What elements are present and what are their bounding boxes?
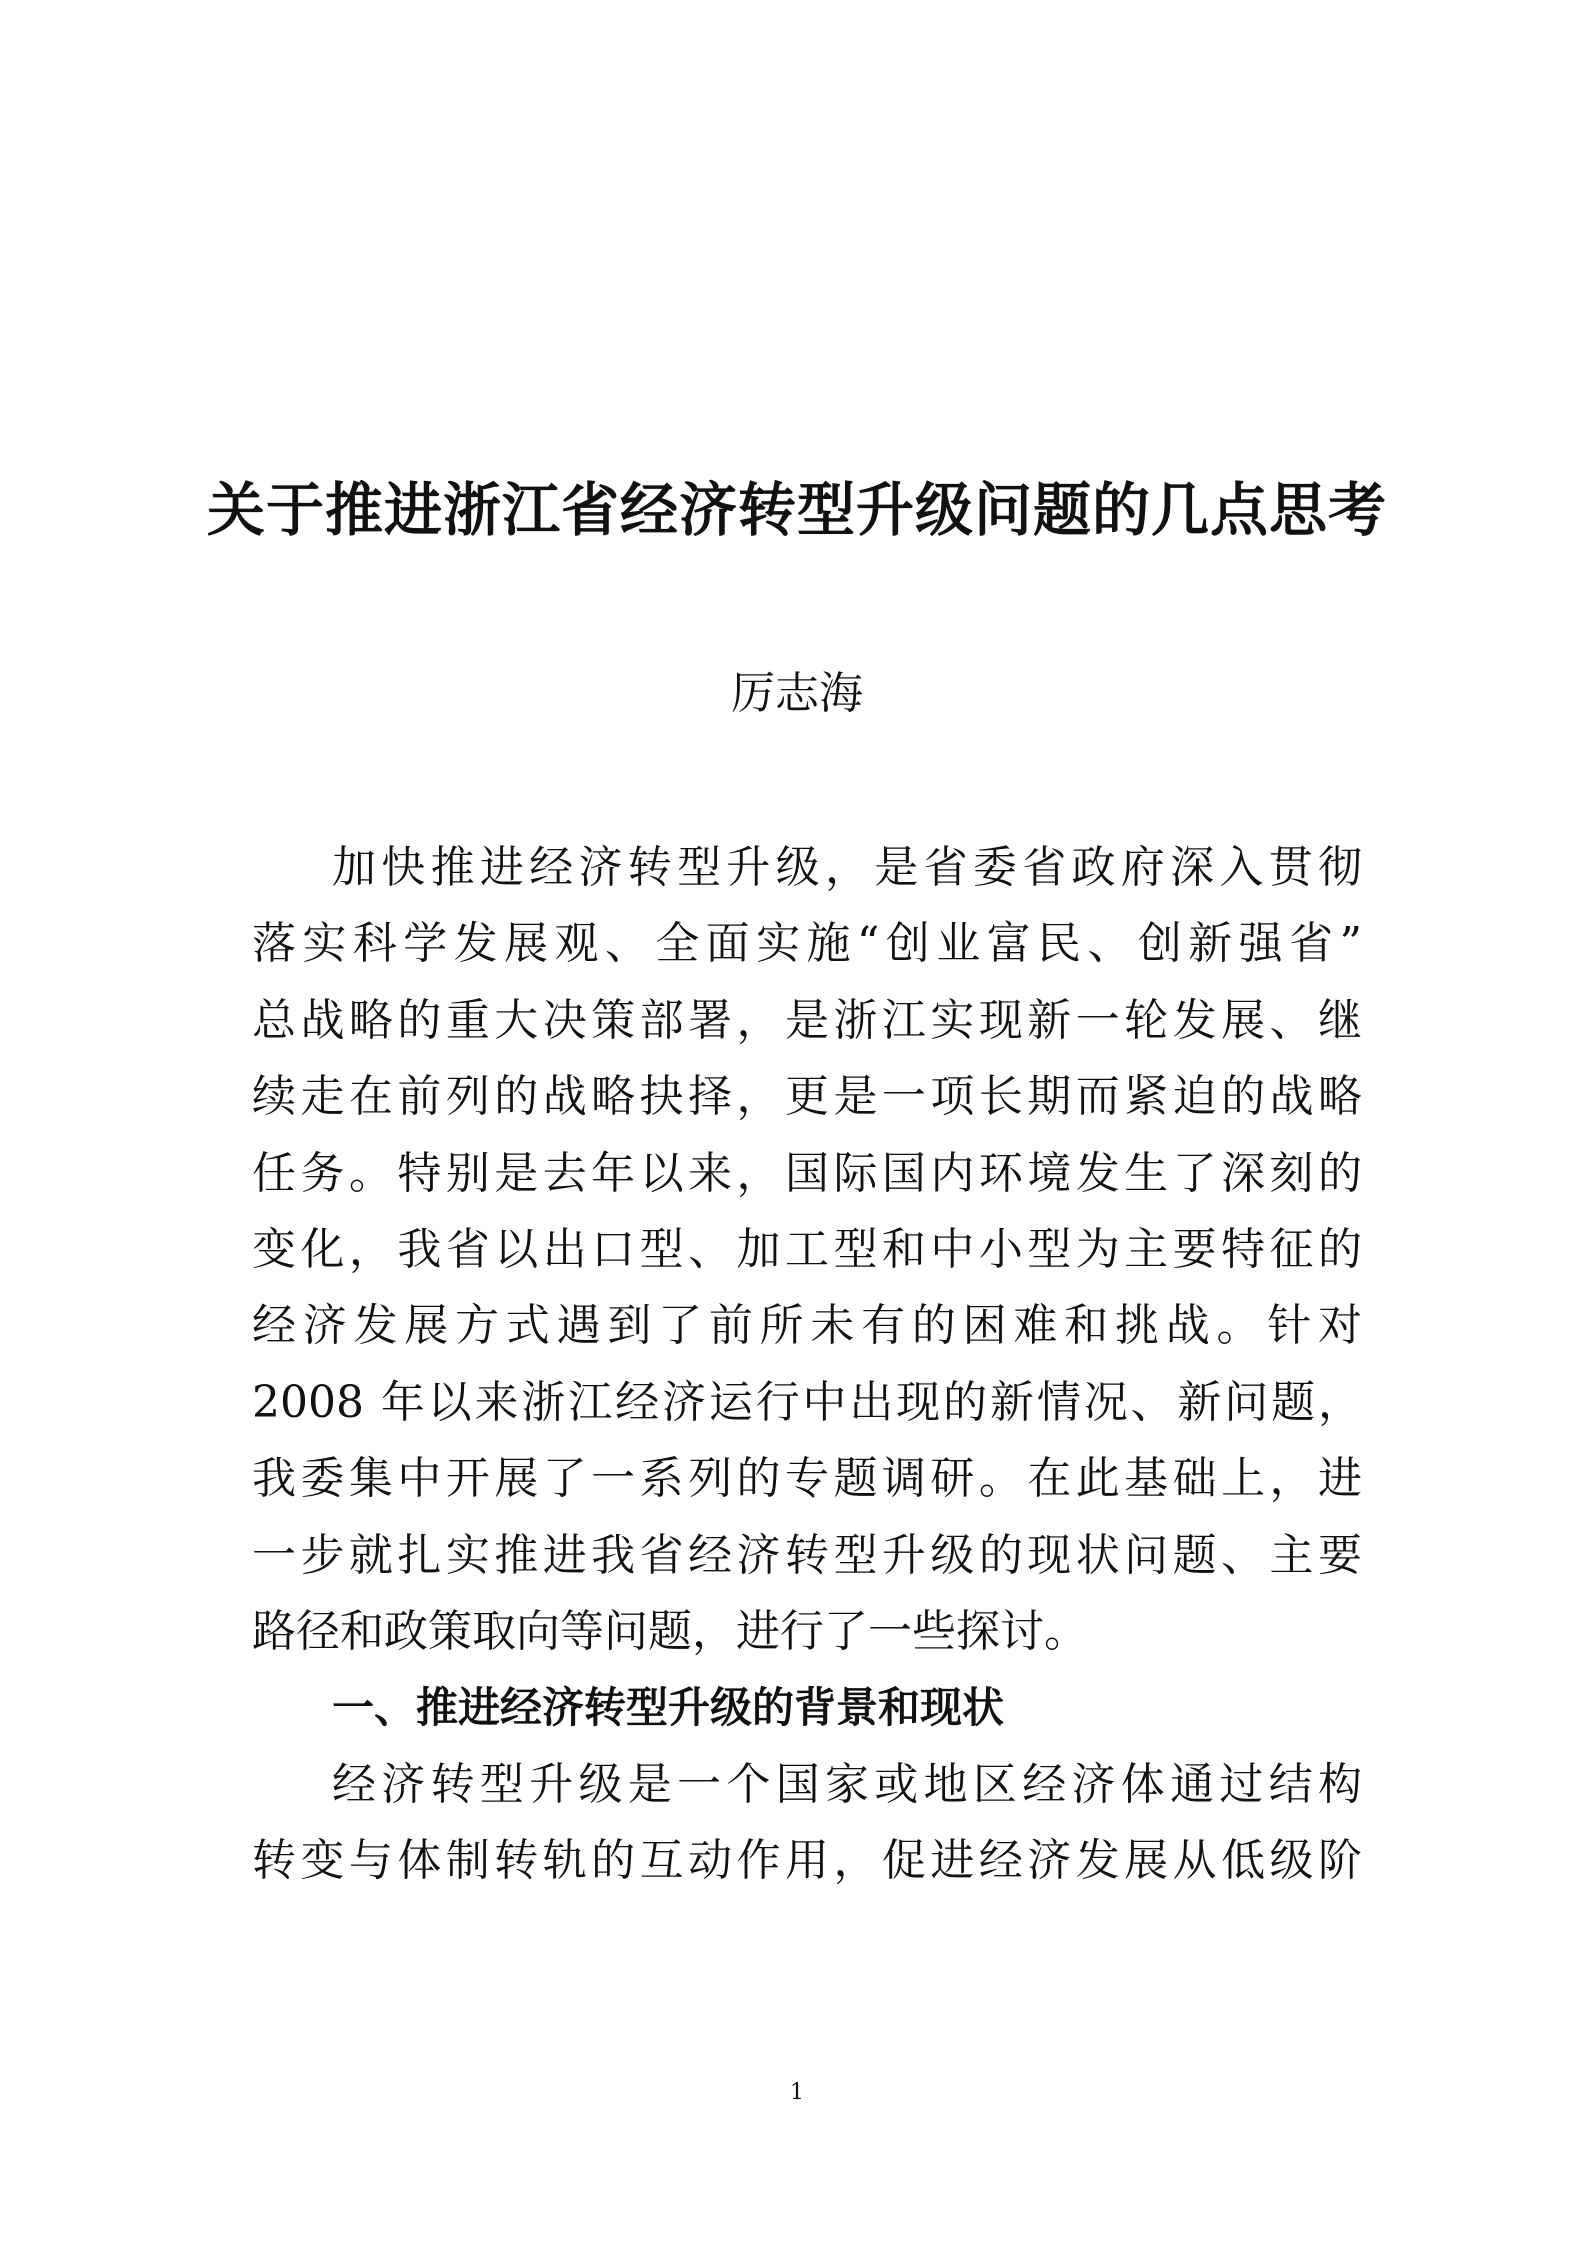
paragraph-line: 经济发展方式遇到了前所未有的困难和挑战。针对 xyxy=(252,1300,1362,1352)
body-text xyxy=(252,830,1362,1899)
page-number: 1 xyxy=(790,2080,804,2105)
paragraph-line: 一步就扎实推进我省经济转型升级的现状问题、主要 xyxy=(252,1529,1362,1581)
paragraph-line: 任务。特别是去年以来，国际国内环境发生了深刻的 xyxy=(252,1147,1362,1199)
paragraph-line: 续走在前列的战略抉择，更是一项长期而紧迫的战略 xyxy=(252,1071,1362,1123)
paragraph-line: 我委集中开展了一系列的专题调研。在此基础上，进 xyxy=(252,1453,1362,1505)
author-name: 厉志海 xyxy=(731,668,863,719)
section-heading: 一、推进经济转型升级的背景和现状 xyxy=(332,1683,1005,1733)
paragraph-line: 加快推进经济转型升级，是省委省政府深入贯彻 xyxy=(332,842,1362,893)
document-title: 关于推进浙江省经济转型升级问题的几点思考 xyxy=(206,476,1387,544)
paragraph-line: 经济转型升级是一个国家或地区经济体通过结构 xyxy=(332,1758,1362,1810)
paragraph-line: 落实科学发展观、全面实施“创业富民、创新强省” xyxy=(252,918,1362,970)
paragraph-line: 总战略的重大决策部署，是浙江实现新一轮发展、继 xyxy=(252,994,1362,1046)
paragraph-line: 转变与体制转轨的互动作用，促进经济发展从低级阶 xyxy=(252,1835,1362,1887)
paragraph-line: 路径和政策取向等问题，进行了一些探讨。 xyxy=(252,1605,1088,1657)
paragraph-line: 变化，我省以出口型、加工型和中小型为主要特征的 xyxy=(252,1223,1362,1275)
paragraph-line: 2008 年以来浙江经济运行中出现的新情况、新问题， xyxy=(252,1376,1362,1428)
